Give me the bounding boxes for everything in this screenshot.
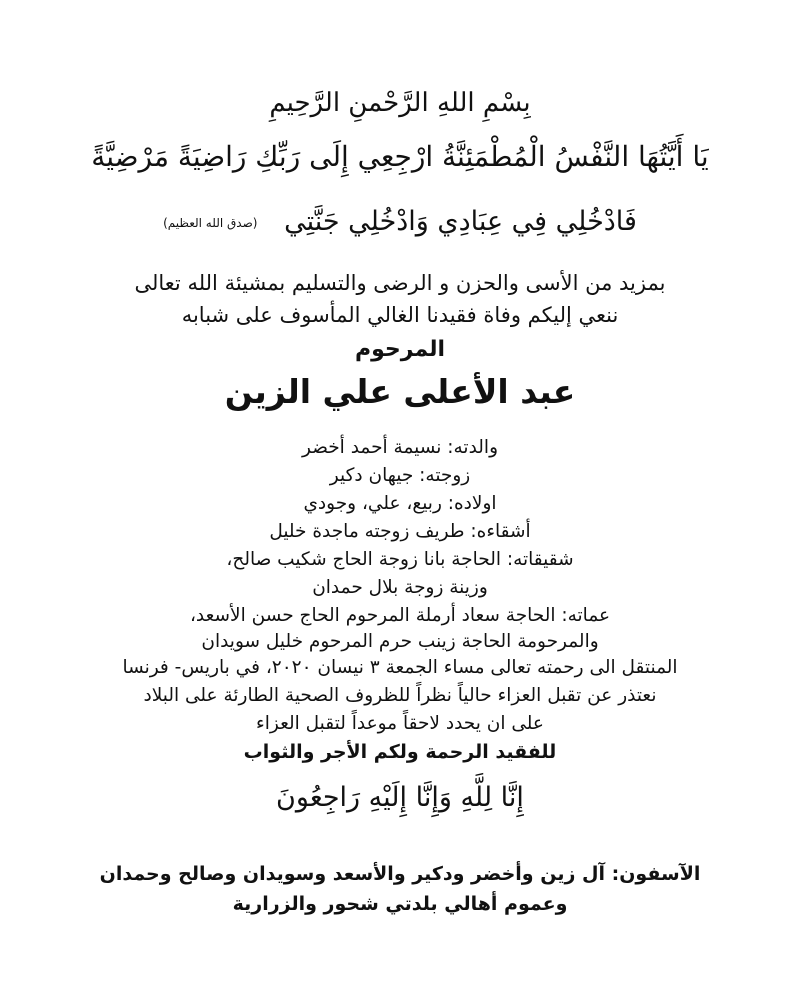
mourners-line-2: وعموم أهالي بلدتي شحور والزرارية (232, 893, 568, 915)
announcement-line-2: ننعي إليكم وفاة فقيدنا الغالي المأسوف على شبابه (181, 303, 619, 327)
quran-verse-line-1: يَا أَيَّتُهَا النَّفْسُ الْمُطْمَئِنَّةُ ارْجِعِي إِلَى رَبِّكِ رَاضِيَةً مَرْضِيَّةً (91, 140, 709, 173)
relative-line: اولاده: ربيع، علي، وجودي (303, 493, 497, 514)
closing-prayer: للفقيد الرحمة ولكم الأجر والثواب (243, 741, 557, 763)
quran-verse-line-2: فَادْخُلِي فِي عِبَادِي وَادْخُلِي جَنَّتِي (284, 206, 637, 237)
deceased-name: عبد الأعلى علي الزين (224, 372, 576, 411)
sadaq-allah: (صدق الله العظيم) (163, 215, 258, 230)
condolence-notice-line: نعتذر عن تقبل العزاء حالياً نظراً للظروف الصحية الطارئة على البلاد (143, 685, 657, 706)
death-notice-line: المنتقل الى رحمته تعالى مساء الجمعة ٣ نيسان ٢٠٢٠، في باريس- فرنسا (122, 657, 678, 678)
deceased-title: المرحوم (354, 337, 445, 362)
relative-line: والدته: نسيمة أحمد أخضر (301, 437, 499, 458)
relative-line: زوجته: جيهان دكير (329, 465, 471, 486)
mourners-line-1: الآسفون: آل زين وأخضر ودكير والأسعد وسويدان وصالح وحمدان (99, 863, 701, 885)
istirja-verse: إِنَّا لِلَّهِ وَإِنَّا إِلَيْهِ رَاجِعُونَ (276, 782, 524, 813)
relative-line: عماته: الحاجة سعاد أرملة المرحوم الحاج حسن الأسعد، (189, 605, 611, 626)
relative-line: وزينة زوجة بلال حمدان (312, 577, 488, 598)
basmala: بِسْمِ اللهِ الرَّحْمنِ الرَّحِيمِ (269, 88, 531, 118)
announcement-line-1: بمزيد من الأسى والحزن و الرضى والتسليم بمشيئة الله تعالى (134, 271, 666, 295)
relative-line: أشقاءه: طريف زوجته ماجدة خليل (269, 521, 531, 542)
relative-line: شقيقاته: الحاجة بانا زوجة الحاج شكيب صالح، (226, 549, 574, 570)
quran-verse-line-2-row (0, 206, 800, 237)
condolence-notice-line: على ان يحدد لاحقاً موعداً لتقبل العزاء (256, 713, 544, 734)
relative-line: والمرحومة الحاجة زينب حرم المرحوم خليل سويدان (201, 631, 599, 652)
